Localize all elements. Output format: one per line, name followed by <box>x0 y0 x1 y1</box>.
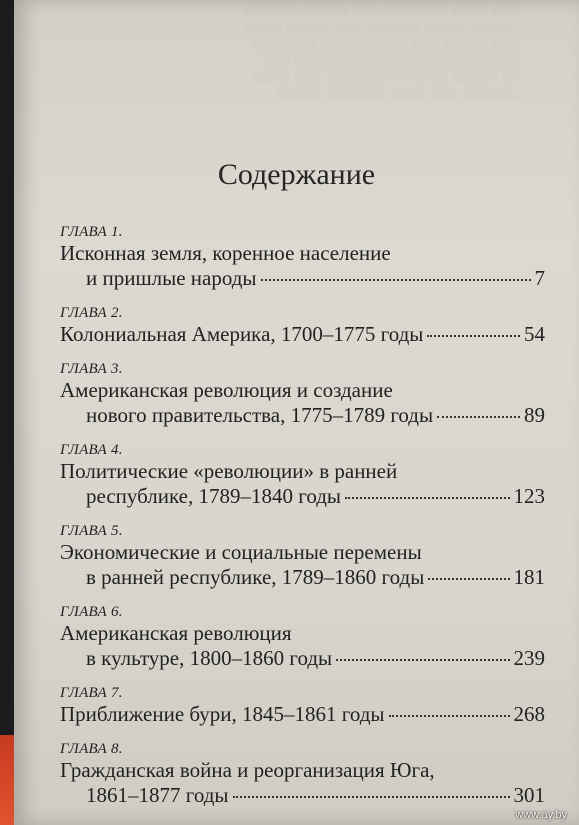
table-of-contents <box>60 224 545 822</box>
chapter-title-last-line <box>60 403 545 428</box>
dot-leader <box>389 714 510 717</box>
chapter-title-line: и пришлые народы <box>86 266 257 290</box>
watermark: www.ay.by <box>515 809 567 821</box>
chapter-title-line: Экономические и социальные перемены <box>60 540 422 564</box>
page-number: 268 <box>513 702 545 726</box>
page-number: 89 <box>524 403 545 427</box>
dot-leader <box>336 658 509 661</box>
toc-entry[interactable] <box>60 523 545 590</box>
chapter-label: ГЛАВА 6. <box>60 604 123 620</box>
toc-entry[interactable] <box>60 224 545 291</box>
chapter-label: ГЛАВА 8. <box>60 741 123 757</box>
chapter-label: ГЛАВА 1. <box>60 224 123 240</box>
page-number: 7 <box>534 266 545 290</box>
chapter-title-line: 1861–1877 годы <box>86 783 229 807</box>
toc-entry[interactable] <box>60 685 545 727</box>
dot-leader <box>261 278 531 281</box>
dot-leader <box>345 496 509 499</box>
chapter-title-last-line <box>60 646 545 671</box>
chapter-title-last-line <box>60 565 545 590</box>
toc-entry[interactable] <box>60 604 545 671</box>
dot-leader <box>428 577 509 580</box>
chapter-title-line: Исконная земля, коренное население <box>60 241 391 265</box>
chapter-title-line: Приближение бури, 1845–1861 годы <box>60 702 385 726</box>
chapter-title-line: Американская революция <box>60 621 292 645</box>
chapter-title-last-line <box>60 266 545 291</box>
book-red-edge <box>0 735 14 825</box>
toc-entry[interactable] <box>60 741 545 808</box>
chapter-label: ГЛАВА 2. <box>60 305 123 321</box>
page-number: 54 <box>524 322 545 346</box>
toc-entry[interactable] <box>60 305 545 347</box>
page-title: Содержание <box>217 158 376 191</box>
dot-leader <box>233 795 510 798</box>
page-number: 181 <box>513 565 545 589</box>
chapter-title-last-line <box>60 702 545 727</box>
toc-entry[interactable] <box>60 361 545 428</box>
dot-leader <box>427 334 520 337</box>
chapter-label: ГЛАВА 4. <box>60 442 123 458</box>
chapter-title-line: Политические «революции» в ранней <box>60 459 398 483</box>
dot-leader <box>437 415 520 418</box>
page-number: 239 <box>513 646 545 670</box>
chapter-label: ГЛАВА 7. <box>60 685 123 701</box>
chapter-label: ГЛАВА 5. <box>60 523 123 539</box>
chapter-title-last-line <box>60 322 545 347</box>
chapter-title-line: нового правительства, 1775–1789 годы <box>86 403 434 427</box>
chapter-title-last-line <box>60 484 545 509</box>
page-number: 123 <box>513 484 545 508</box>
chapter-title-line: в культуре, 1800–1860 годы <box>86 646 333 670</box>
toc-entry[interactable] <box>60 442 545 509</box>
chapter-title-line: в ранней республике, 1789–1860 годы <box>86 565 425 589</box>
chapter-title-line: Американская революция и создание <box>60 378 393 402</box>
chapter-title-line: республике, 1789–1840 годы <box>86 484 342 508</box>
chapter-title-line: Колониальная Америка, 1700–1775 годы <box>60 322 424 346</box>
chapter-title-line: Гражданская война и реорганизация Юга, <box>60 758 435 782</box>
page-number: 301 <box>513 783 545 807</box>
chapter-label: ГЛАВА 3. <box>60 361 123 377</box>
chapter-title-last-line <box>60 783 545 808</box>
